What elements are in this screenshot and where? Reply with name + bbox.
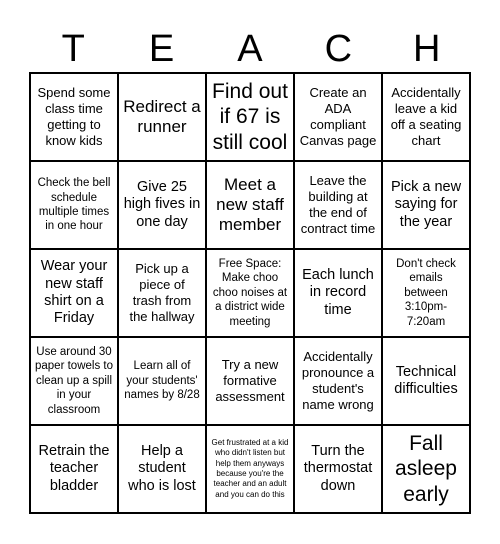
cell-text: Pick up a piece of trash from the hallway	[129, 261, 195, 324]
bingo-cell[interactable]	[118, 249, 206, 337]
cell-text: Create an ADA compliant Canvas page	[299, 85, 377, 148]
header-letter-h: H	[413, 28, 441, 70]
bingo-cell[interactable]	[206, 425, 294, 513]
bingo-cell[interactable]	[30, 249, 118, 337]
header-letter-t: T	[61, 28, 85, 70]
cell-text: Fall asleep early	[395, 432, 457, 506]
bingo-cell[interactable]	[382, 425, 470, 513]
header-letter-c: C	[324, 28, 353, 70]
bingo-cell[interactable]	[294, 249, 382, 337]
cell-text: Try a new formative assessment	[215, 357, 285, 404]
bingo-cell[interactable]	[30, 73, 118, 161]
header-letter-e: E	[148, 28, 175, 70]
cell-text: Technical difficulties	[394, 363, 458, 397]
bingo-cell[interactable]	[206, 161, 294, 249]
cell-text: Turn the thermostat down	[303, 442, 373, 494]
bingo-cell[interactable]	[206, 337, 294, 425]
cell-text: Wear your new staff shirt on a Friday	[40, 258, 108, 327]
cell-text: Leave the building at the end of contract time	[300, 173, 376, 236]
header-letter-a: A	[237, 28, 263, 70]
cell-text: Retrain the teacher bladder	[38, 442, 110, 494]
cell-text: Redirect a runner	[123, 97, 201, 136]
bingo-cell[interactable]	[382, 337, 470, 425]
cell-text: Don't check emails between 3:10pm-7:20am	[396, 258, 456, 328]
bingo-cell[interactable]	[382, 161, 470, 249]
cell-text: Learn all of your students' names by 8/28	[124, 360, 200, 402]
bingo-cell[interactable]	[294, 337, 382, 425]
cell-text: Accidentally pronounce a student's name wrong	[301, 349, 375, 412]
cell-text: Free Space: Make choo choo noises at a district wide meeting	[212, 258, 288, 328]
cell-text: Get frustrated at a kid who didn't listen but help them anyways because you're the teacher and an adult and you can do this	[211, 437, 289, 499]
bingo-cell[interactable]	[382, 73, 470, 161]
cell-text: Help a student who is lost	[128, 442, 196, 494]
cell-text: Meet a new staff member	[216, 175, 284, 234]
cell-text: Use around 30 paper towels to clean up a spill in your classroom	[35, 346, 113, 416]
cell-text: Give 25 high fives in one day	[123, 178, 201, 230]
bingo-cell[interactable]	[118, 161, 206, 249]
bingo-board	[29, 72, 471, 514]
bingo-header	[29, 26, 471, 72]
bingo-cell[interactable]	[294, 425, 382, 513]
cell-text: Check the bell schedule multiple times in one hour	[37, 177, 111, 233]
cell-text: Find out if 67 is still cool	[212, 80, 288, 154]
free-space-cell[interactable]	[206, 249, 294, 337]
bingo-cell[interactable]	[118, 337, 206, 425]
cell-text: Spend some class time getting to know kids	[37, 85, 111, 148]
bingo-cell[interactable]	[382, 249, 470, 337]
cell-text: Accidentally leave a kid off a seating chart	[390, 85, 462, 148]
bingo-cell[interactable]	[30, 161, 118, 249]
bingo-cell[interactable]	[30, 337, 118, 425]
cell-text: Each lunch in record time	[302, 266, 374, 318]
bingo-cell[interactable]	[206, 73, 294, 161]
bingo-cell[interactable]	[294, 73, 382, 161]
cell-text: Pick a new saying for the year	[390, 178, 462, 230]
bingo-cell[interactable]	[294, 161, 382, 249]
bingo-cell[interactable]	[30, 425, 118, 513]
bingo-cell[interactable]	[118, 73, 206, 161]
bingo-cell[interactable]	[118, 425, 206, 513]
